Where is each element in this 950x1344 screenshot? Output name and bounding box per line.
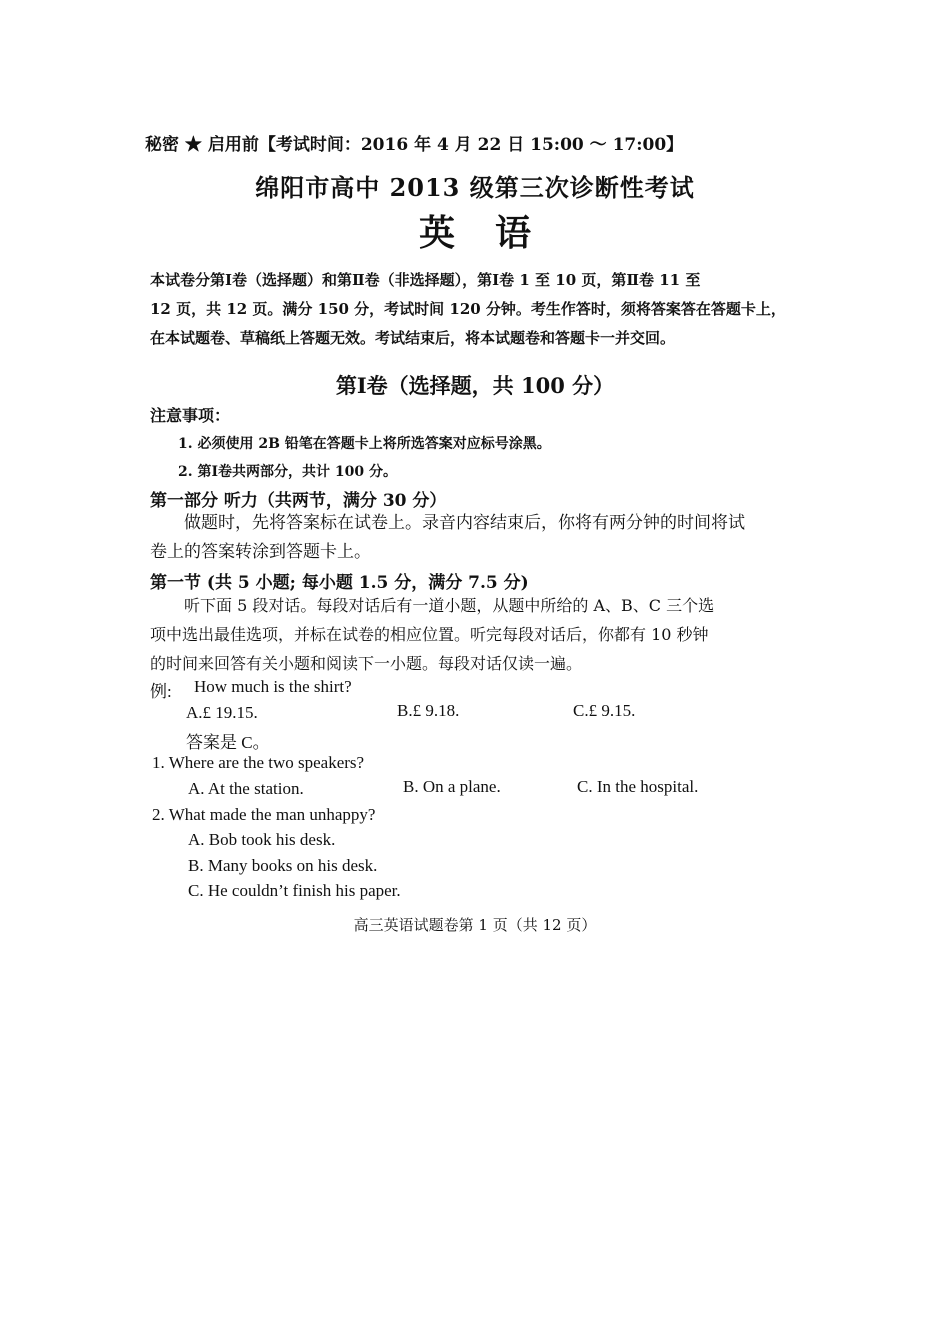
- notes-title: 注意事项：: [150, 406, 231, 425]
- subject-title: 英语: [418, 212, 571, 254]
- question-stem: 1. Where are the two speakers?: [152, 753, 365, 772]
- part1-heading: 第Ⅰ卷（选择题，共 100 分）: [335, 373, 615, 398]
- exam-title: 绵阳市高中 2013 级第三次诊断性考试: [255, 173, 695, 202]
- question-stem: 2. What made the man unhappy?: [152, 805, 376, 824]
- example-option-b: B.£ 9.18.: [397, 701, 460, 720]
- intro-line: 本试卷分第Ⅰ卷（选择题）和第Ⅱ卷（非选择题），第Ⅰ卷 1 至 10 页，第Ⅱ卷 11 至: [150, 271, 701, 289]
- question-option: C. He couldn’t finish his paper.: [188, 881, 401, 900]
- secret-line: 秘密 ★ 启用前【考试时间：2016 年 4 月 22 日 15:00 ～ 17:00】: [145, 135, 684, 155]
- question-option: C. In the hospital.: [577, 777, 699, 796]
- instruction-line: 卷上的答案转涂到答题卡上。: [150, 542, 371, 562]
- instruction-line: 听下面 5 段对话。每段对话后有一道小题，从题中所给的 A、B、C 三个选: [184, 596, 715, 615]
- instruction-line: 项中选出最佳选项，并标在试卷的相应位置。听完每段对话后，你都有 10 秒钟: [150, 625, 709, 644]
- question-option: A. Bob took his desk.: [188, 830, 336, 849]
- intro-line: 在本试题卷、草稿纸上答题无效。考试结束后，将本试题卷和答题卡一并交回。: [150, 329, 676, 347]
- note-item: 1. 必须使用 2B 铅笔在答题卡上将所选答案对应标号涂黑。: [178, 436, 551, 452]
- intro-paragraph: [150, 266, 790, 353]
- example-option-a: A.£ 19.15.: [186, 703, 258, 722]
- section1-heading: 第一节 (共 5 小题; 每小题 1.5 分，满分 7.5 分): [150, 573, 529, 593]
- example-question: How much is the shirt?: [194, 677, 352, 696]
- example-answer: 答案是 C。: [186, 733, 270, 752]
- example-option-c: C.£ 9.15.: [573, 701, 636, 720]
- instruction-line: 的时间来回答有关小题和阅读下一小题。每段对话仅读一遍。: [150, 654, 583, 673]
- page-footer: 高三英语试题卷第 1 页（共 12 页）: [353, 916, 597, 934]
- instruction-line: 做题时，先将答案标在试卷上。录音内容结束后，你将有两分钟的时间将试: [184, 513, 745, 533]
- listening-instructions: [150, 509, 780, 567]
- note-item: 2. 第Ⅰ卷共两部分，共计 100 分。: [178, 464, 398, 480]
- listening-heading: 第一部分 听力（共两节，满分 30 分）: [150, 491, 447, 511]
- example-label: 例:: [150, 682, 172, 701]
- question-option: B. Many books on his desk.: [188, 856, 378, 875]
- question-option: A. At the station.: [188, 779, 304, 798]
- question-option: B. On a plane.: [403, 777, 501, 796]
- intro-line: 12 页，共 12 页。满分 150 分，考试时间 120 分钟。考生作答时，须将答案答在答题卡上，: [150, 300, 786, 318]
- section1-instructions: [150, 591, 780, 678]
